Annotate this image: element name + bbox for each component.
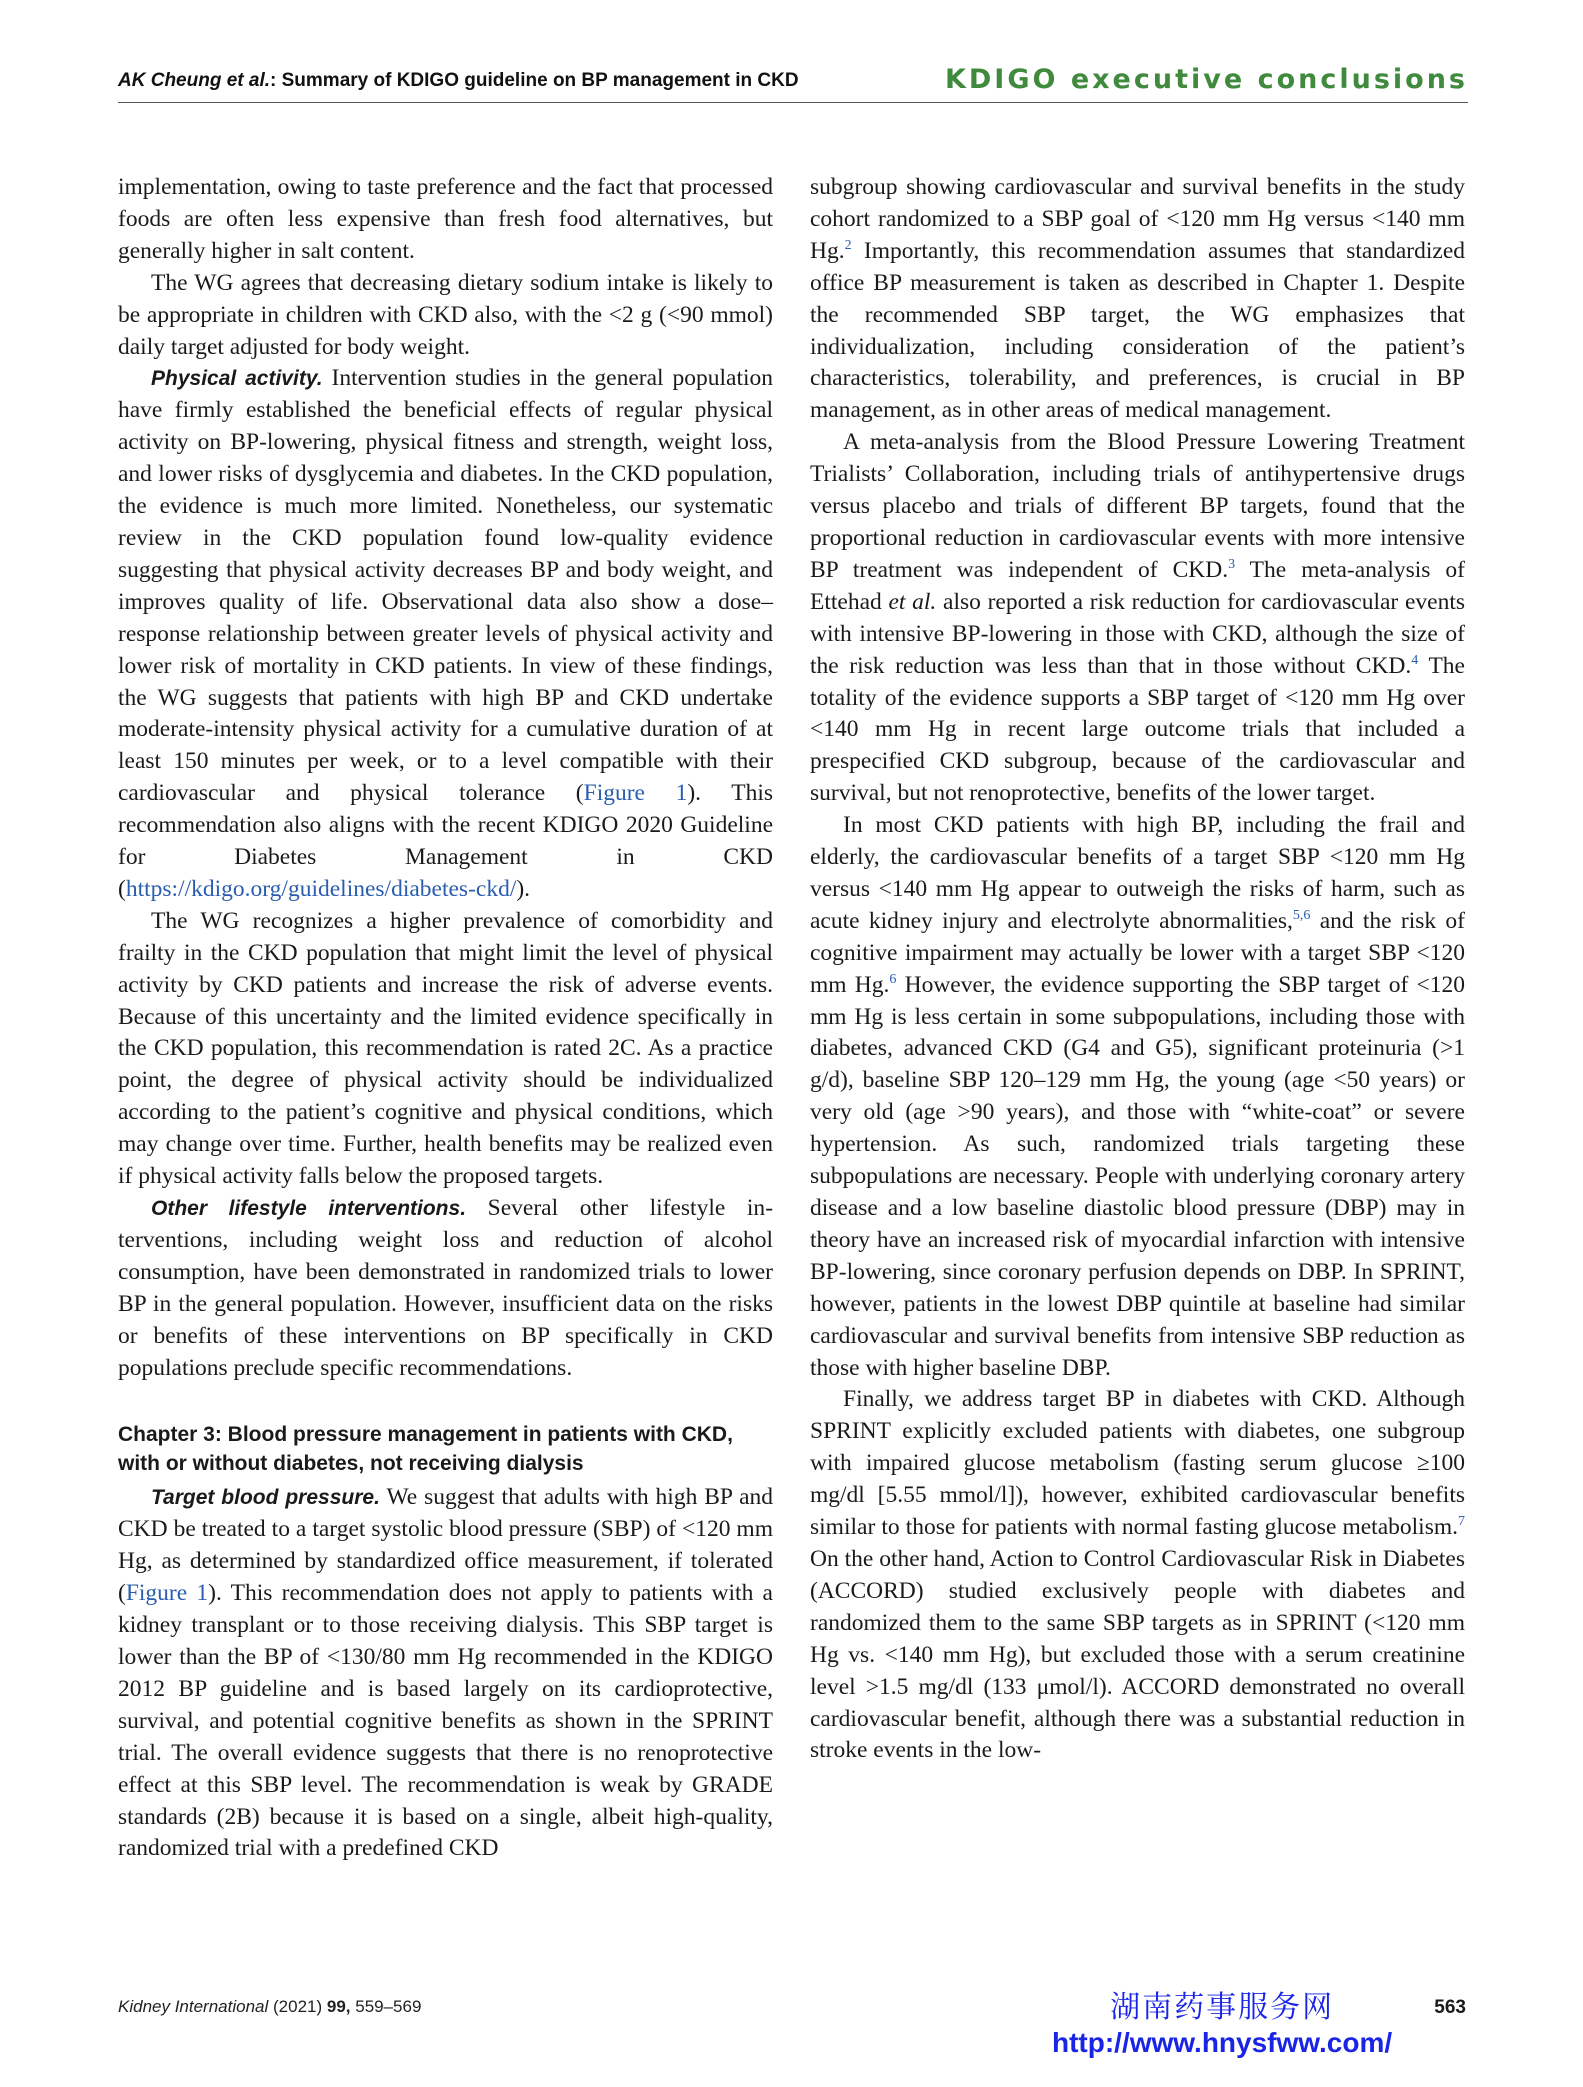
- right-column: [810, 172, 1465, 1767]
- journal-name: Kidney International: [118, 1997, 269, 2016]
- paragraph-heading: Other lifestyle interventions.: [151, 1197, 467, 1220]
- figure-1-link[interactable]: Figure 1: [125, 1580, 209, 1607]
- paragraph-text: Finally, we address target BP in diabetes with CKD. Although SPRINT explicitly excluded patients with diabetes, one subgroup with impaired glucose metabolism (fasting serum glucose ≥100 mg/dl [5.55 mmol/l]), however, exhibited cardiovascular benefits similar to those for patients with normal fasting glucose metabolism.: [810, 1386, 1465, 1541]
- paragraph-text: subgroup showing cardiovascular and survival benefits in the study cohort randomized to a SBP goal of <120 mm Hg versus <140 mm Hg.: [810, 174, 1465, 264]
- paragraph: [810, 427, 1465, 810]
- paragraph-text: However, the evidence supporting the SBP target of <120 mm Hg is less certain in some subpopulations, including those with diabetes, advanced CKD (G4 and G5), significant proteinuria (>1 g/d), baseline SBP 120–129 mm Hg, the young (age <50 years) or very old (age >90 years), and those with “white-coat” or severe hypertension. As such, randomized trials targeting these subpopulations are necessary. People with underlying coronary artery disease and a low baseline diastolic blood pressure (DBP) may in theory have an increased risk of myocardial infarction with intensive BP-lowering, since coronary perfusion depends on DBP. In SPRINT, however, patients in the lowest DBP quintile at baseline had similar cardiovascular and survival benefits from intensive SBP reduction as those with higher baseline DBP.: [810, 971, 1466, 1381]
- page-number: 563: [1434, 1997, 1466, 2018]
- chapter-3-heading: Chapter 3: Blood pressure management in patients with CKD, with or without diabetes, not receiving dialysis: [118, 1423, 733, 1476]
- journal-pages: 559–569: [350, 1997, 422, 2016]
- left-column: [118, 172, 773, 1865]
- paragraph-text: ). This recommendation does not apply to patients with a kidney transplant or to those receiving dialysis. This SBP target is lower than the BP of <130/80 mm Hg recommended in the KDIGO 2012 BP guideline and is based largely on its cardioprotective, survival, and potential cognitive benefits as shown in the SPRINT trial. The overall evidence suggests that there is no renoprotective effect at this SBP level. The recommendation is weak by GRADE standards (2B) because it is based on a single, albeit high-quality, randomized trial with a predefined CKD: [118, 1580, 773, 1862]
- paragraph-text: The totality of the evidence supports a SBP target of <120 mm Hg over <140 mm Hg in recent large outcome trials that included a prespecified CKD subgroup, because of the cardiovascular and survival, but not renoprotective, benefits of the lower target.: [810, 652, 1465, 807]
- paragraph: The WG agrees that decreasing dietary sodium intake is likely to be appropriate in children with CKD also, with the <2 g (<90 mmol) daily target adjusted for body weight.: [118, 269, 773, 360]
- paragraph-text: On the other hand, Action to Control Cardiovascular Risk in Diabetes (ACCORD) studied exclusively people with diabetes and randomized them to the same SBP targets as in SPRINT (<120 mm Hg vs. <140 mm Hg), but excluded those with a serum creatinine level >1.5 mg/dl (133 μmol/l). ACCORD demonstrated no overall cardiovascular benefit, although there was a substantial reduction in stroke events in the low-: [810, 1545, 1465, 1764]
- reference-link[interactable]: 6: [889, 971, 897, 987]
- paragraph-text: The meta-analysis of Ettehad: [810, 556, 1465, 615]
- running-head-title: : Summary of KDIGO guideline on BP management in CKD: [270, 70, 799, 91]
- paragraph-text: ).: [516, 875, 531, 902]
- paragraph-text: Intervention studies in the general population have firmly established the beneficial effects of regular physical activity on BP-lowering, physical fitness and strength, weight loss, and lower risks of dysglycemia and diabetes. In the CKD population, the evidence is much more limited. Nonetheless, our systematic review in the CKD population found low-quality evidence suggesting that physical activity decreases BP and body weight, and improves quality of life. Observational data also show a dose–response relationship between greater levels of physical activity and lower risk of mortality in CKD patients. In view of these findings, the WG suggests that patients with high BP and CKD undertake moderate-intensity physical activity for a cumulative duration of at least 150 minutes per week, or to a level compatible with their cardiovascular and physical tolerance (: [118, 365, 774, 807]
- figure-1-link[interactable]: Figure 1: [583, 780, 688, 807]
- journal-volume: 99,: [326, 1997, 351, 2016]
- reference-link[interactable]: 7: [1458, 1514, 1465, 1530]
- reference-link[interactable]: 4: [1411, 652, 1419, 668]
- reference-link[interactable]: 3: [1228, 556, 1236, 572]
- journal-citation: [118, 1997, 421, 2017]
- et-al: et al.: [888, 588, 937, 615]
- paragraph-physical-activity: [118, 363, 773, 905]
- watermark: [1052, 1990, 1392, 2060]
- paragraph-other-lifestyle: [118, 1193, 773, 1384]
- watermark-name: 湖南药事服务网: [1110, 1990, 1335, 2025]
- section-label: KDIGO executive conclusions: [944, 64, 1468, 95]
- paragraph-heading: Physical activity.: [151, 367, 323, 391]
- reference-link[interactable]: 2: [844, 237, 852, 253]
- paragraph: implementation, owing to taste preference and the fact that processed foods are often less expensive than fresh food alternatives, but generally higher in salt content.: [118, 174, 773, 264]
- paragraph: The WG recognizes a higher prevalence of comorbidity and frailty in the CKD population that might limit the level of physical activity by CKD patients and increase the risk of adverse events. Because of this uncertainty and the limited evidence specifically in the CKD population, this recommendation is rated 2C. As a practice point, the degree of physical activity should be individualized according to the patient’s cognitive and physical conditions, which may change over time. Further, health benefits may be realized even if physical activity falls below the proposed targets.: [118, 907, 773, 1190]
- paragraph-target-bp: [118, 1482, 773, 1865]
- header-rule: [118, 102, 1468, 103]
- paragraph-heading: Target blood pressure.: [151, 1486, 380, 1510]
- journal-year: (2021): [268, 1997, 327, 2016]
- paragraph-text: In most CKD patients with high BP, including the frail and elderly, the cardiovascular benefits of a target SBP <120 mm Hg versus <140 mm Hg appear to outweigh the risks of harm, such as acute kidney injury and electrolyte abnormalities,: [810, 812, 1465, 934]
- paragraph-text: We suggest that adults with high BP and CKD be treated to a target systolic blood pressure (SBP) of <120 mm Hg, as determined by standardized office measurement, if tolerated (: [118, 1484, 774, 1607]
- paragraph-text: also reported a risk reduction for cardiovascular events with intensive BP-lowering in those with CKD, although the size of the risk reduction was less than that in those without CKD.: [810, 588, 1465, 679]
- paragraph-text: Several other lifestyle interventions, including weight loss and reduction of alcohol consumption, have been demonstrated in randomized trials to lower BP in the general population. However, insufficient data on the risks or benefits of these interventions on BP specifically in CKD populations preclude specific recommendations.: [118, 1195, 774, 1381]
- running-head-authors: AK Cheung et al.: [118, 70, 271, 91]
- page-header: [118, 64, 1468, 104]
- paragraph: [810, 1384, 1465, 1767]
- watermark-url[interactable]: http://www.hnysfww.com/: [1052, 2027, 1393, 2058]
- paragraph-text: A meta-analysis from the Blood Pressure Lowering Treatment Trialists’ Collaboration, including trials of antihypertensive drugs versus placebo and trials of different BP targets, found that the proportional reduction in cardiovascular events with more intensive BP treatment was independent of CKD.: [810, 429, 1465, 583]
- paragraph-text: and the risk of cognitive impairment may actually be lower with a target SBP <120 mm Hg.: [810, 907, 1465, 998]
- running-head: [118, 70, 799, 92]
- paragraph: [810, 810, 1465, 1384]
- paragraph-text: ). This recommendation also aligns with the recent KDIGO 2020 Guideline for Diabetes Management in CKD (: [118, 780, 774, 902]
- diabetes-guideline-link[interactable]: https://kdigo.org/guidelines/diabetes-​ckd/: [125, 875, 517, 902]
- paragraph: [810, 172, 1465, 427]
- paragraph-text: Importantly, this recommendation assumes that standardized office BP measurement is taken as described in Chapter 1. Despite the recommended SBP target, the WG emphasizes that individualization, including consideration of the patient’s characteristics, tolerability, and preferences, is crucial in BP management, as in other areas of medical management.: [810, 237, 1465, 424]
- reference-link[interactable]: 5,6: [1292, 907, 1311, 923]
